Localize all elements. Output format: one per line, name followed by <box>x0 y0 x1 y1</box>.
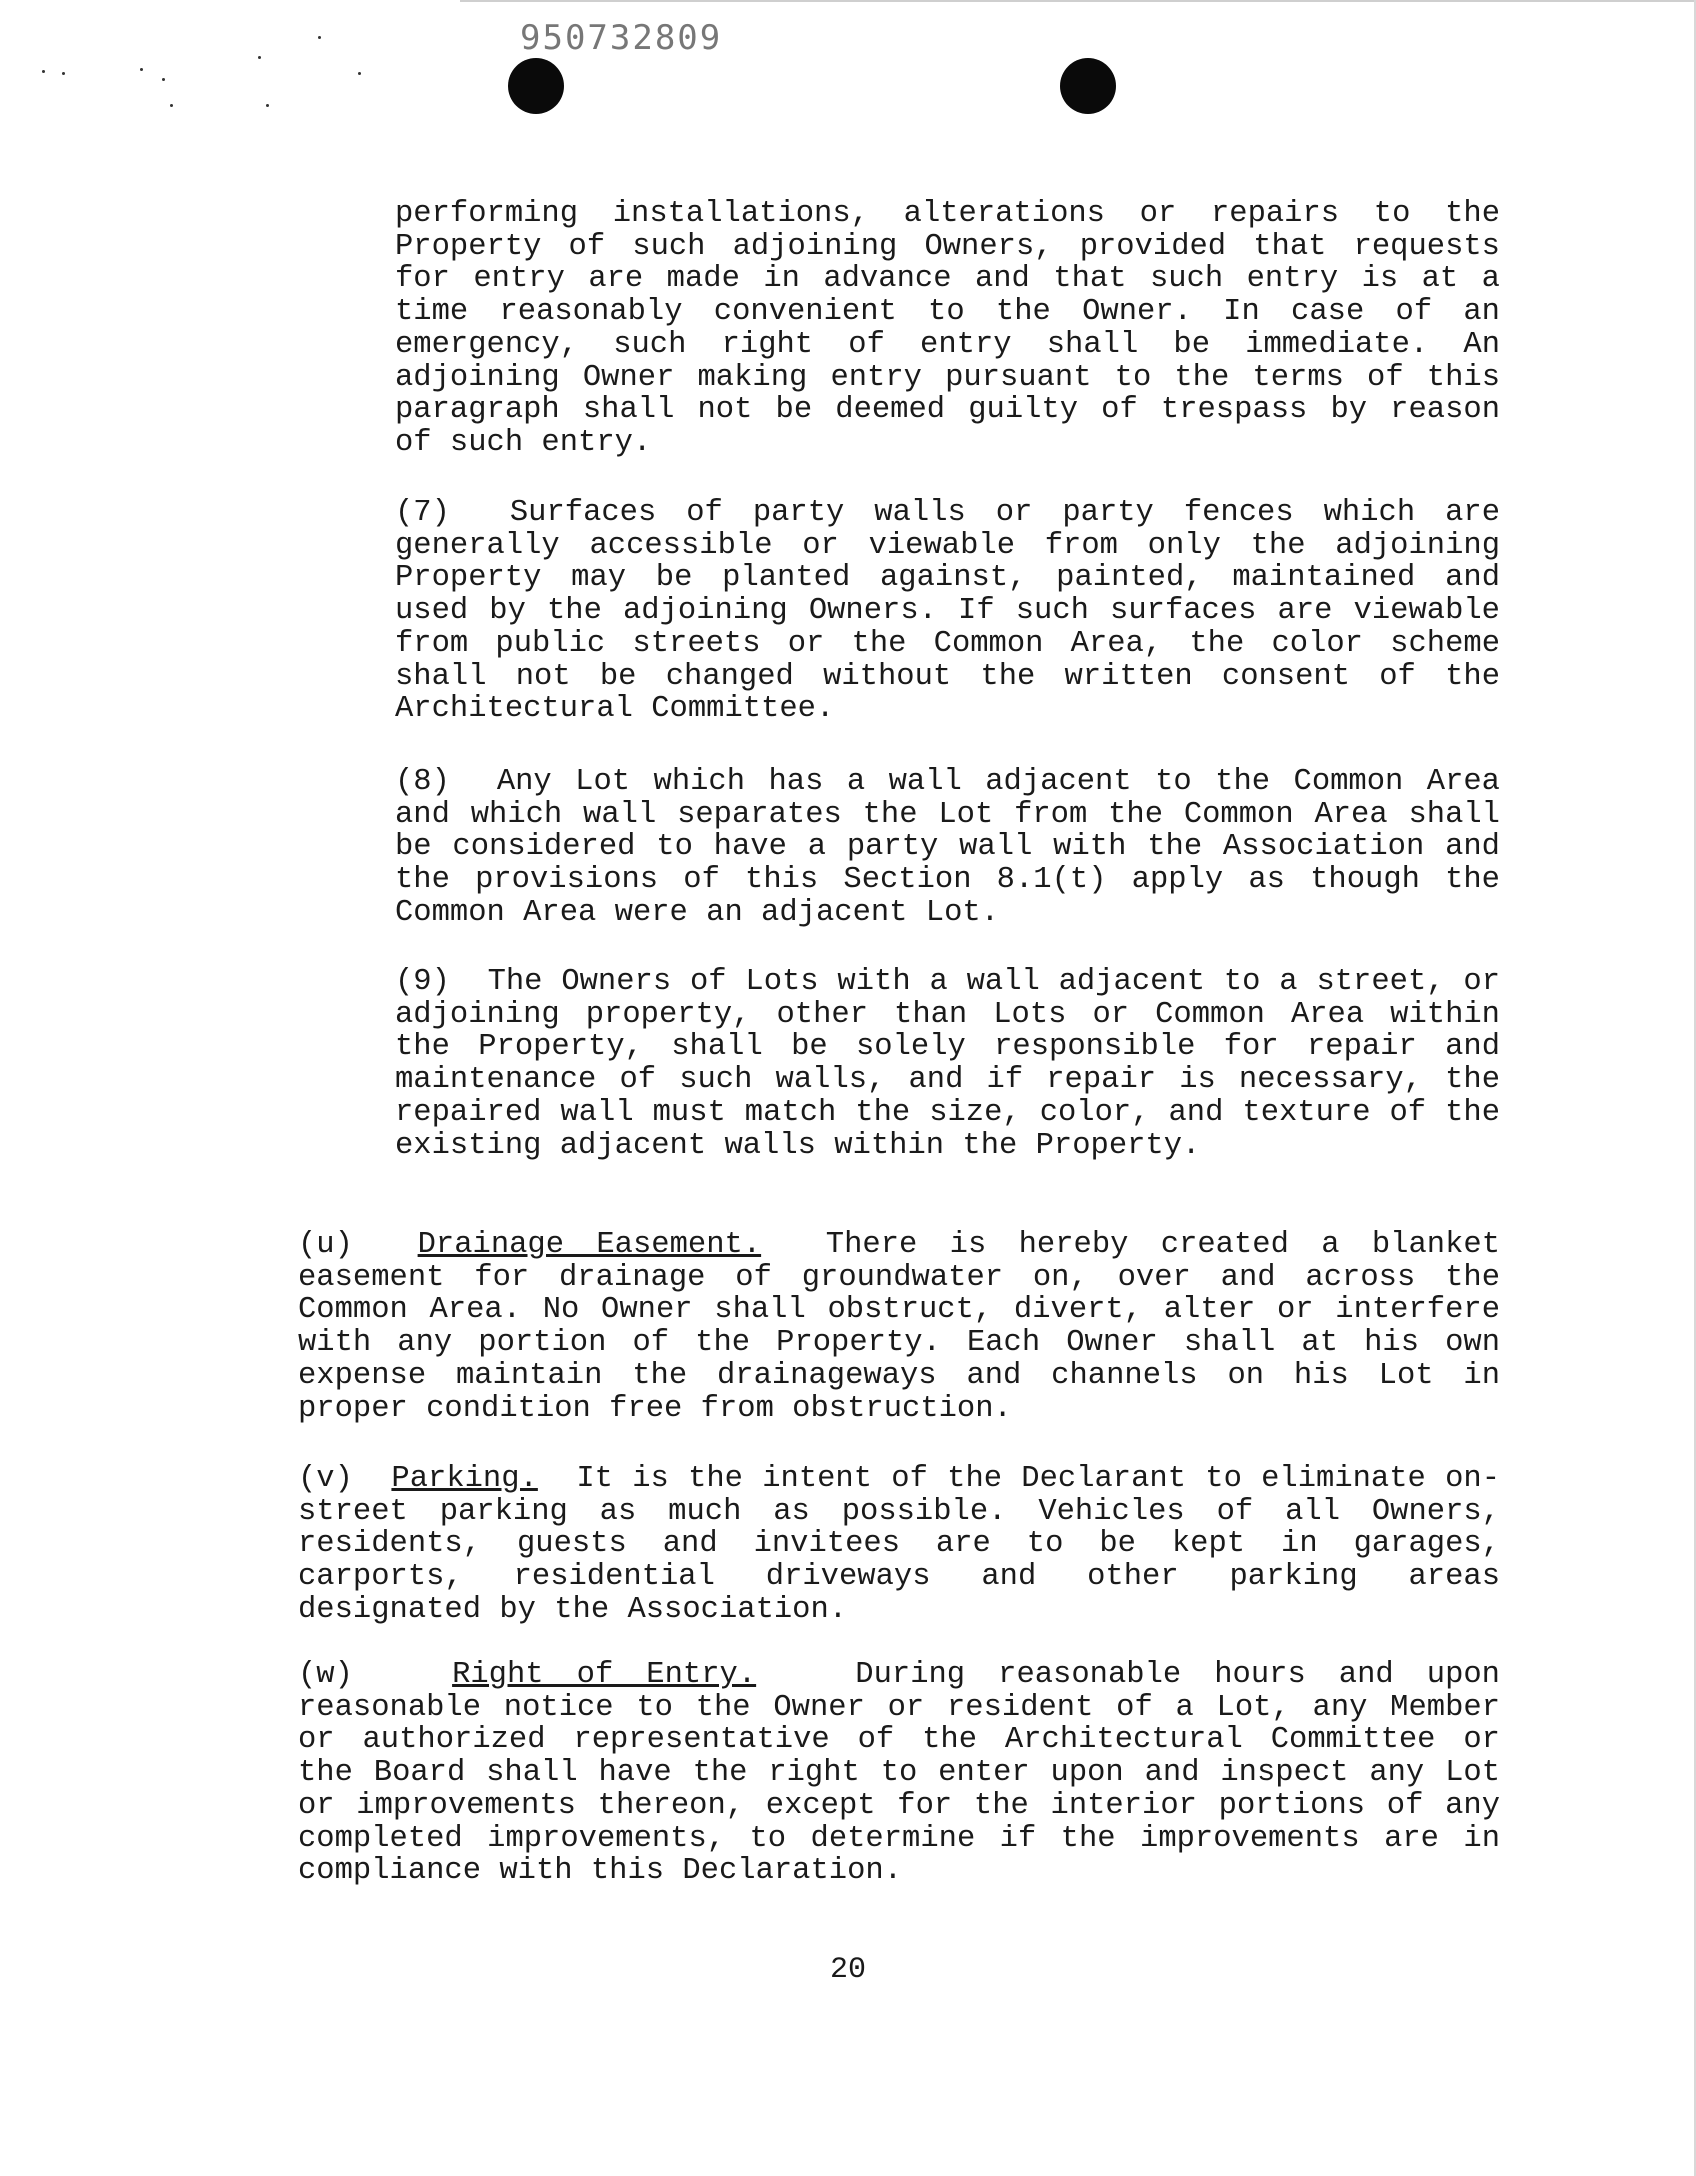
section-letter: (v) <box>298 1462 353 1496</box>
section-text: It is the intent of the Declarant to eliminate on-street parking as much as possible. Vehicles of all Owners, residents, guests and invitees are to be kept in garages, carports, residential driveways and other parking areas designated by the Association. <box>298 1462 1500 1627</box>
section-heading: Parking. <box>391 1462 538 1496</box>
paragraph-text: The Owners of Lots with a wall adjacent to a street, or adjoining property, other than Lots or Common Area within the Property, shall be solely responsible for repair and maintenance of such walls, and if repair is necessary, the repaired wall must match the size, color, and texture of the existing adjacent walls within the Property. <box>395 965 1500 1163</box>
scan-speck <box>318 36 321 39</box>
section-heading: Right of Entry. <box>452 1658 757 1692</box>
scan-speck <box>358 72 361 75</box>
section-w-right-of-entry <box>298 1659 1500 1888</box>
scan-speck <box>170 104 173 107</box>
document-number-stamp: 950732809 <box>520 18 723 58</box>
section-text: During reasonable hours and upon reasonable notice to the Owner or resident of a Lot, any Member or authorized representative of the Architectural Committee or the Board shall have the right to enter upon and inspect any Lot or improvements thereon, except for the interior portions of any completed improvements, to determine if the improvements are in compliance with this Declaration. <box>298 1658 1500 1889</box>
paragraph-number: (9) <box>395 965 450 999</box>
paragraph-text: Any Lot which has a wall adjacent to the Common Area and which wall separates the Lot from the Common Area shall be considered to have a party wall with the Association and the provisions of this Section 8.1(t) apply as though the Common Area were an adjacent Lot. <box>395 765 1500 930</box>
scan-speck <box>62 72 65 75</box>
scan-speck <box>258 56 261 59</box>
paragraph-text: performing installations, alterations or repairs to the Property of such adjoining Owners, provided that requests for entry are made in advance and that such entry is at a time reasonably convenient to the Owner. In case of an emergency, such right of entry shall be immediate. An adjoining Owner making entry pursuant to the terms of this paragraph shall not be deemed guilty of trespass by reason of such entry. <box>395 197 1500 460</box>
page-number: 20 <box>829 1953 866 1987</box>
scan-speck <box>266 104 269 107</box>
section-v-parking <box>298 1463 1500 1627</box>
punch-hole-left <box>508 58 564 114</box>
section-heading: Drainage Easement. <box>417 1228 762 1262</box>
paragraph-number: (7) <box>395 496 450 530</box>
paragraph-7 <box>395 497 1500 726</box>
scan-speck <box>42 70 45 73</box>
paragraph-number: (8) <box>395 765 450 799</box>
paragraph-9 <box>395 966 1500 1162</box>
paragraph-continuation <box>395 198 1500 460</box>
section-letter: (w) <box>298 1658 353 1692</box>
scan-edge-top <box>460 0 1696 2</box>
section-u-drainage-easement <box>298 1229 1500 1425</box>
section-text: There is hereby created a blanket easement for drainage of groundwater on, over and across the Common Area. No Owner shall obstruct, divert, alter or interfere with any portion of the Property. Each Owner shall at his own expense maintain the drainageways and channels on his Lot in proper condition free from obstruction. <box>298 1228 1500 1426</box>
scan-speck <box>140 68 143 71</box>
scan-speck <box>162 78 165 81</box>
section-letter: (u) <box>298 1228 353 1262</box>
paragraph-text: Surfaces of party walls or party fences which are generally accessible or viewable from only the adjoining Property may be planted against, painted, maintained and used by the adjoining Owners. If such surfaces are viewable from public streets or the Common Area, the color scheme shall not be changed without the written consent of the Architectural Committee. <box>395 496 1500 727</box>
paragraph-8 <box>395 766 1500 930</box>
punch-hole-right <box>1060 58 1116 114</box>
